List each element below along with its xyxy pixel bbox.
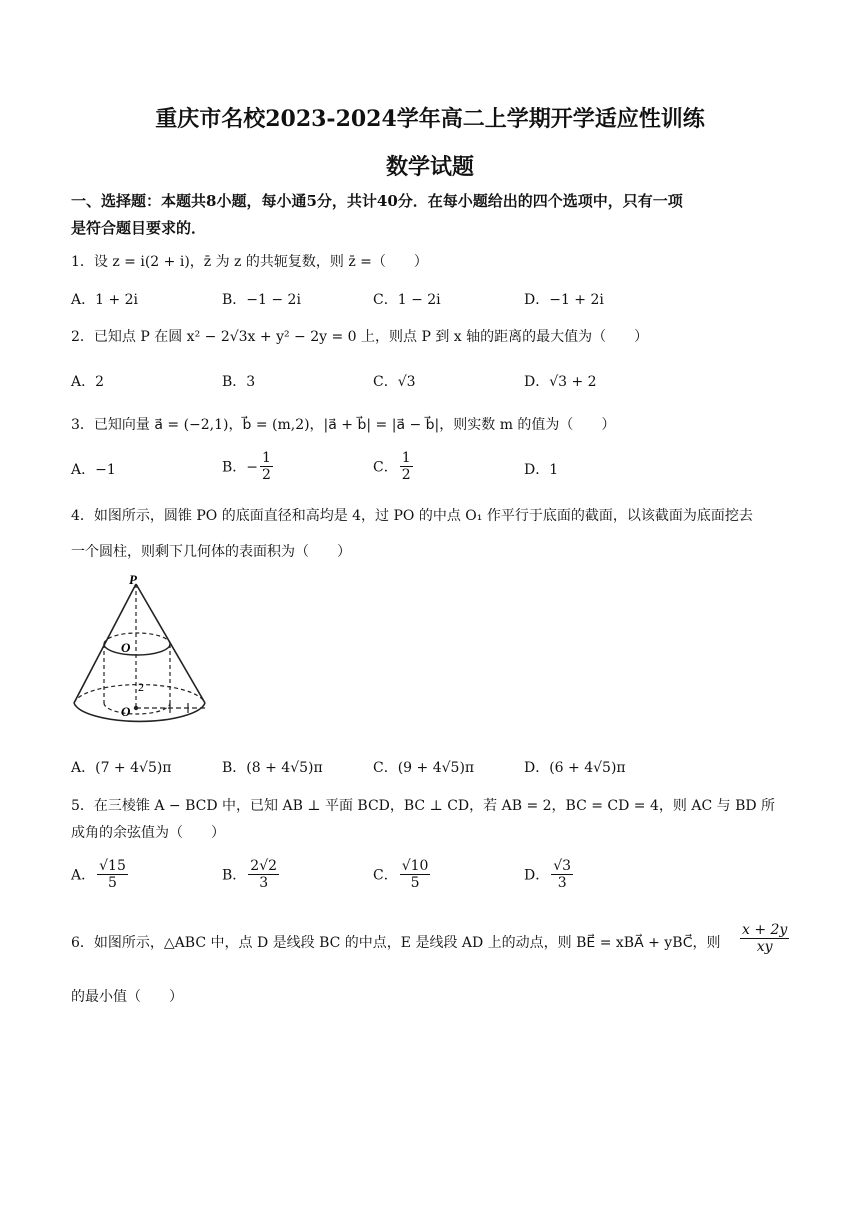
cone-base-front xyxy=(74,703,205,721)
q4-option-b: B．(8 + 4√5)π xyxy=(222,760,323,776)
q1-option-b: B．−1 − 2i xyxy=(222,292,301,308)
q5-option-a-label: A． xyxy=(71,867,96,884)
q3-option-a: A．−1 xyxy=(71,462,116,478)
q5-option-d-denominator: 3 xyxy=(557,875,567,891)
q3-option-c xyxy=(373,450,415,483)
q3-option-c-label: C． xyxy=(373,459,398,476)
q5-option-b xyxy=(222,858,281,891)
label-apex-p: P xyxy=(129,572,137,587)
q4-option-a: A．(7 + 4√5)π xyxy=(71,760,172,776)
q6-fraction xyxy=(738,922,791,955)
q3-option-d: D．1 xyxy=(524,462,559,478)
mid-section-front xyxy=(104,644,170,655)
page-title: 重庆市名校2023-2024学年高二上学期开学适应性训练 xyxy=(155,106,705,132)
section-heading-line1: 一、选择题：本题共8小题，每小通5分，共计40分．在每小题给出的四个选项中，只有一项 xyxy=(71,192,683,210)
question-3-stem: 3．已知向量 a⃗ = (−2,1)，b⃗ = (m,2)，|a⃗ + b⃗| = |a⃗ − b⃗|，则实数 m 的值为（ ） xyxy=(71,417,616,433)
label-mid-o: O xyxy=(121,640,131,655)
base-center-point xyxy=(134,706,138,710)
question-5-stem-line1: 5．在三棱锥 A − BCD 中，已知 AB ⊥ 平面 BCD，BC ⊥ CD，若 AB = 2，BC = CD = 4，则 AC 与 BD 所 xyxy=(71,798,776,814)
mid-section-back xyxy=(104,633,170,644)
q6-fraction-numerator: x + 2y xyxy=(742,922,788,938)
question-1-stem: 1．设 z = i(2 + i)，z̄ 为 z 的共轭复数，则 z̄ =（ ） xyxy=(71,254,428,270)
q5-option-d-fraction xyxy=(551,858,573,891)
q5-option-c-fraction xyxy=(400,858,431,891)
q5-option-c xyxy=(373,858,432,891)
q2-option-a: A．2 xyxy=(71,374,105,390)
q5-option-d xyxy=(524,858,575,891)
q5-option-b-numerator: 2√2 xyxy=(250,858,278,874)
q5-option-b-label: B． xyxy=(222,867,247,884)
q2-option-b: B．3 xyxy=(222,374,256,390)
label-base-o: O xyxy=(121,704,131,719)
q3-option-b-numerator: 1 xyxy=(262,450,271,466)
question-5-stem-line2: 成角的余弦值为（ ） xyxy=(71,825,225,841)
question-6-stem-line1: 6．如图所示，△ABC 中，点 D 是线段 BC 的中点，E 是线段 AD 上的动点，则 BE⃗ = xBA⃗ + yBC⃗，则 xyxy=(71,935,721,951)
q5-option-c-denominator: 5 xyxy=(410,875,420,891)
q4-option-d: D．(6 + 4√5)π xyxy=(524,760,626,776)
q5-option-c-label: C． xyxy=(373,867,398,884)
q5-option-a-numerator: √15 xyxy=(99,858,126,874)
label-height: 2 xyxy=(138,680,144,694)
q5-option-c-numerator: √10 xyxy=(401,858,429,874)
q5-option-d-label: D． xyxy=(524,867,550,884)
q1-option-c: C．1 − 2i xyxy=(373,292,441,308)
q5-option-b-denominator: 3 xyxy=(259,875,269,891)
q1-option-a: A．1 + 2i xyxy=(71,292,139,308)
q5-option-d-numerator: √3 xyxy=(553,858,572,874)
q3-option-b-denominator: 2 xyxy=(262,467,271,483)
q5-option-a-denominator: 5 xyxy=(108,875,117,891)
q3-option-c-numerator: 1 xyxy=(401,450,411,466)
q3-option-c-fraction xyxy=(400,450,413,483)
section-heading-line2: 是符合题目要求的． xyxy=(71,219,207,237)
q3-option-b-label: B．− xyxy=(222,459,259,476)
q3-option-c-denominator: 2 xyxy=(401,467,411,483)
question-2-stem: 2．已知点 P 在圆 x² − 2√3x + y² − 2y = 0 上，则点 P 到 x 轴的距离的最大值为（ ） xyxy=(71,329,649,345)
q2-option-c: C．√3 xyxy=(373,374,416,390)
q1-option-d: D．−1 + 2i xyxy=(524,292,604,308)
cone-figure xyxy=(66,572,216,732)
q2-option-d: D．√3 + 2 xyxy=(524,374,597,390)
question-4-stem-line1: 4．如图所示，圆锥 PO 的底面直径和高均是 4，过 PO 的中点 O₁ 作平行于底面的截面，以该截面为底面挖去 xyxy=(71,508,753,524)
q3-option-b-fraction xyxy=(260,450,273,483)
q5-option-a-fraction xyxy=(97,858,128,891)
question-6-stem-line2: 的最小值（ ） xyxy=(71,989,183,1005)
q5-option-b-fraction xyxy=(248,858,279,891)
question-4-stem-line2: 一个圆柱，则剩下几何体的表面积为（ ） xyxy=(71,544,351,560)
q4-option-c: C．(9 + 4√5)π xyxy=(373,760,475,776)
q5-option-a xyxy=(71,858,130,891)
q3-option-b xyxy=(222,450,275,483)
q6-fraction-denominator: xy xyxy=(756,939,773,955)
page-subtitle: 数学试题 xyxy=(385,154,474,180)
